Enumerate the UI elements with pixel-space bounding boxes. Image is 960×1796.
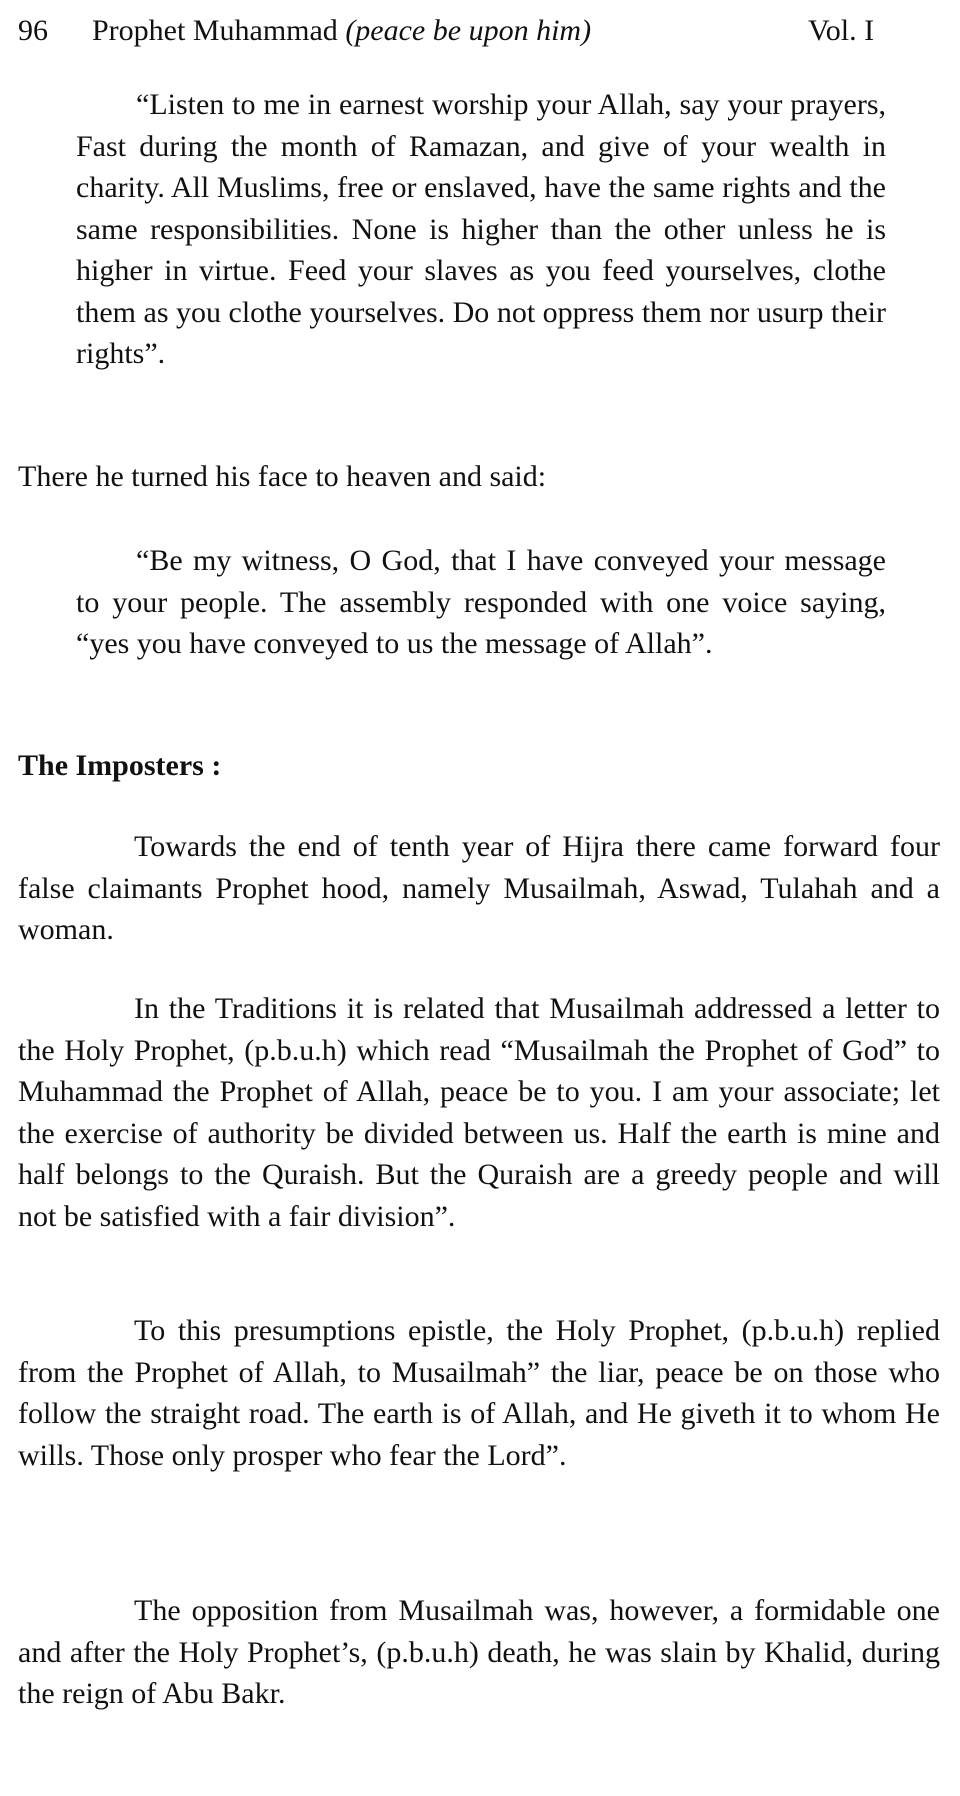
volume-label: Vol. I — [808, 14, 875, 47]
quote-block-1 — [76, 84, 886, 375]
paragraph-opposition — [18, 1590, 940, 1715]
quote-paragraph-2: “Be my witness, O God, that I have conveyed your message to your people. The assembly responded with one voice saying, “yes you have conveyed to us the message of Allah”. — [76, 544, 886, 660]
paragraph-2: In the Traditions it is related that Musailmah addressed a letter to the Holy Prophet, (p.b.u.h) which read “Musailmah the Prophet of God” to Muhammad the Prophet of Allah, peace be to you. I am your associate; let the exercise of authority be divided between us. Half the earth is mine and half belongs to the Quraish. But the Quraish are a greedy people and will not be satisfied with a fair division”. — [18, 992, 940, 1233]
paragraph-reply — [18, 1310, 940, 1476]
running-title — [92, 10, 591, 52]
paragraph-3: To this presumptions epistle, the Holy Prophet, (p.b.u.h) replied from the Prophet of Allah, to Musailmah” the liar, peace be on those who follow the straight road. The earth is of Allah, and He giveth it to whom He wills. Those only prosper who fear the Lord”. — [18, 1314, 940, 1472]
running-title-main: Prophet Muhammad — [92, 14, 338, 47]
paragraph-4: The opposition from Musailmah was, however, a formidable one and after the Holy Prophet’s, (p.b.u.h) death, he was slain by Khalid, during the reign of Abu Bakr. — [18, 1594, 940, 1710]
running-title-italic: (peace be upon him) — [345, 14, 592, 47]
paragraph-letter — [18, 988, 940, 1237]
paragraph-1: Towards the end of tenth year of Hijra there came forward four false claimants Prophet hood, namely Musailmah, Aswad, Tulahah and a woman. — [18, 830, 940, 946]
section-heading: The Imposters : — [18, 749, 222, 782]
quote-paragraph-1: “Listen to me in earnest worship your Allah, say your prayers, Fast during the month of Ramazan, and give of your wealth in charity. All Muslims, free or enslaved, have the same rights and the same responsibilities. None is higher than the other unless he is higher in virtue. Feed your slaves as you feed yourselves, clothe them as you clothe yourselves. Do not oppress them nor usurp their rights”. — [76, 88, 886, 370]
quote-block-2 — [76, 540, 886, 665]
narrative-line: There he turned his face to heaven and said: — [18, 460, 547, 493]
running-header — [18, 10, 878, 52]
page-number: 96 — [18, 14, 48, 47]
paragraph-imposters — [18, 826, 940, 951]
